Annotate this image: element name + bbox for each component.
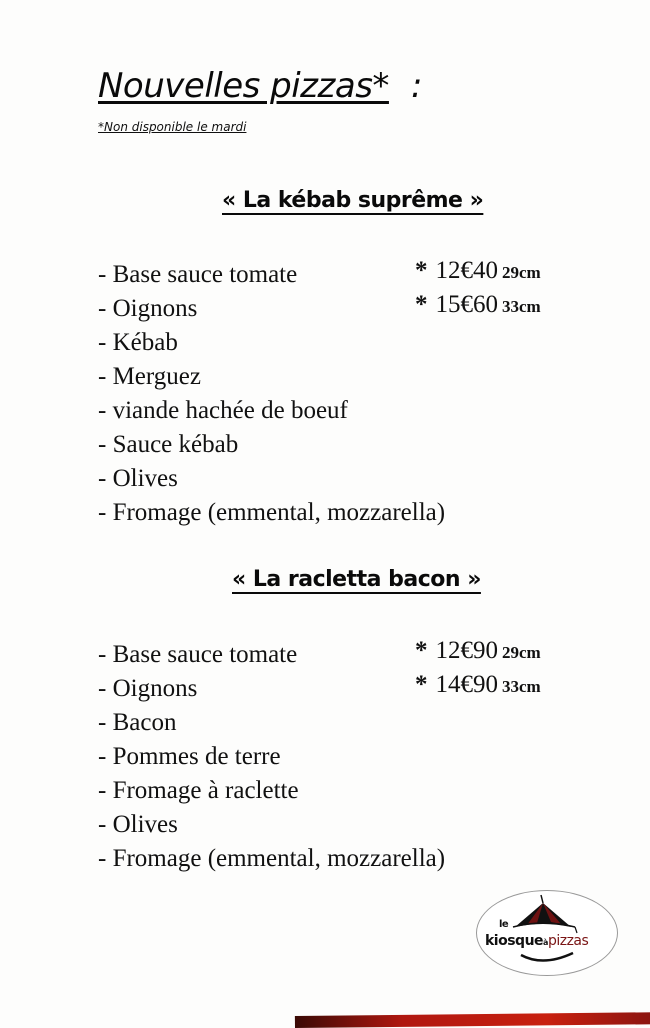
ingredient: - Bacon xyxy=(98,709,177,736)
price-row xyxy=(415,288,541,322)
ingredient: - Sauce kébab xyxy=(98,431,239,458)
logo-a: à xyxy=(543,938,548,947)
ingredient: - Oignons xyxy=(98,295,198,322)
price-row xyxy=(415,254,541,288)
size: 33cm xyxy=(502,677,541,696)
ingredient: - Fromage à raclette xyxy=(98,777,299,804)
asterisk: * xyxy=(415,637,428,664)
price: 12€40 xyxy=(435,257,498,284)
ingredient: - Oignons xyxy=(98,675,198,702)
ingredient: - Pommes de terre xyxy=(98,743,281,770)
title-colon: : xyxy=(410,66,422,106)
restaurant-logo xyxy=(476,890,618,976)
ingredient: - Olives xyxy=(98,465,178,492)
title-text: Nouvelles pizzas* xyxy=(98,66,389,106)
pizza-title-raclette: « La racletta bacon » xyxy=(232,567,481,592)
size: 29cm xyxy=(502,263,541,282)
ingredient-list-kebab xyxy=(98,258,445,530)
size: 29cm xyxy=(502,643,541,662)
price-list-raclette xyxy=(415,634,541,702)
logo-text xyxy=(485,919,589,949)
ingredient: - Fromage (emmental, mozzarella) xyxy=(98,845,446,872)
price-row xyxy=(415,668,541,702)
pizza-title-kebab: « La kébab suprême » xyxy=(222,188,484,213)
page-title xyxy=(98,66,422,106)
ingredient-list-raclette xyxy=(98,638,445,876)
ingredient: - viande hachée de boeuf xyxy=(98,397,348,424)
ingredient: - Kébab xyxy=(98,329,178,356)
availability-note: *Non disponible le mardi xyxy=(98,120,247,134)
ingredient: - Merguez xyxy=(98,363,201,390)
asterisk: * xyxy=(415,671,428,698)
size: 33cm xyxy=(502,297,541,316)
ingredient: - Base sauce tomate xyxy=(98,261,298,288)
asterisk: * xyxy=(415,257,428,284)
ingredient: - Olives xyxy=(98,811,178,838)
decorative-red-bar xyxy=(295,1012,650,1028)
price: 12€90 xyxy=(435,637,498,664)
logo-pizzas: pizzas xyxy=(547,933,589,949)
price-list-kebab xyxy=(415,254,541,322)
ingredient: - Base sauce tomate xyxy=(98,641,298,668)
price: 14€90 xyxy=(435,671,498,698)
price-row xyxy=(415,634,541,668)
price: 15€60 xyxy=(435,291,498,318)
logo-le: le xyxy=(499,919,509,930)
ingredient: - Fromage (emmental, mozzarella) xyxy=(98,499,446,526)
logo-kiosque: kiosque xyxy=(485,933,544,949)
asterisk: * xyxy=(415,291,428,318)
